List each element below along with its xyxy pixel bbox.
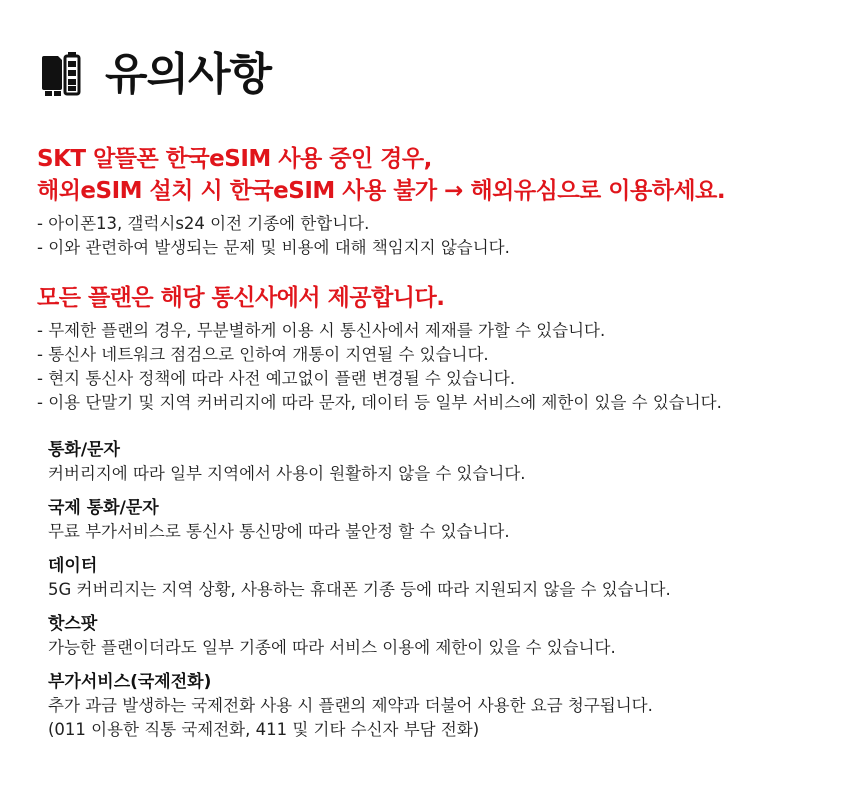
detail-desc: 추가 과금 발생하는 국제전화 사용 시 플랜의 제약과 더불어 사용한 요금 청구됩니다. — [48, 696, 653, 715]
sim-battery-icon — [41, 50, 91, 100]
list-item: - 이와 관련하여 발생되는 문제 및 비용에 대해 책임지지 않습니다. — [37, 238, 510, 257]
esim-headline-line: SKT 알뜰폰 한국eSIM 사용 중인 경우, — [37, 146, 432, 172]
list-item: - 이용 단말기 및 지역 커버리지에 따라 문자, 데이터 등 일부 서비스에 제한이 있을 수 있습니다. — [37, 393, 722, 412]
detail-title: 핫스팟 — [48, 614, 98, 634]
detail-intl-call-sms — [48, 496, 510, 544]
detail-title: 국제 통화/문자 — [48, 498, 159, 518]
detail-hotspot — [48, 612, 616, 660]
esim-headline-line: 해외eSIM 설치 시 한국eSIM 사용 불가 → 해외유심으로 이용하세요. — [37, 178, 726, 204]
detail-desc: (011 이용한 직통 국제전화, 411 및 기타 수신자 부담 전화) — [48, 720, 480, 739]
plan-headline — [37, 282, 444, 314]
list-item: - 무제한 플랜의 경우, 무분별하게 이용 시 통신사에서 제재를 가할 수 있습니다. — [37, 321, 606, 340]
detail-desc: 가능한 플랜이더라도 일부 기종에 따라 서비스 이용에 제한이 있을 수 있습니다. — [48, 638, 616, 657]
detail-title: 통화/문자 — [48, 440, 120, 460]
detail-desc: 5G 커버리지는 지역 상황, 사용하는 휴대폰 기종 등에 따라 지원되지 않을 수 있습니다. — [48, 580, 671, 599]
detail-title: 데이터 — [48, 556, 98, 576]
page-header — [41, 50, 271, 100]
list-item: - 아이폰13, 갤럭시s24 이전 기종에 한합니다. — [37, 214, 370, 233]
detail-desc: 커버리지에 따라 일부 지역에서 사용이 원활하지 않을 수 있습니다. — [48, 464, 526, 483]
detail-data — [48, 554, 671, 602]
esim-headline — [37, 143, 725, 207]
plan-headline-text: 모든 플랜은 해당 통신사에서 제공합니다. — [37, 285, 445, 311]
plan-notes — [37, 319, 722, 415]
page-title: 유의사항 — [105, 49, 272, 100]
detail-title: 부가서비스(국제전화) — [48, 672, 212, 692]
esim-notes — [37, 212, 510, 260]
list-item: - 현지 통신사 정책에 따라 사전 예고없이 플랜 변경될 수 있습니다. — [37, 369, 516, 388]
list-item: - 통신사 네트워크 점검으로 인하여 개통이 지연될 수 있습니다. — [37, 345, 489, 364]
detail-addon-intl-call — [48, 670, 653, 742]
detail-desc: 무료 부가서비스로 통신사 통신망에 따라 불안정 할 수 있습니다. — [48, 522, 510, 541]
detail-call-sms — [48, 438, 526, 486]
